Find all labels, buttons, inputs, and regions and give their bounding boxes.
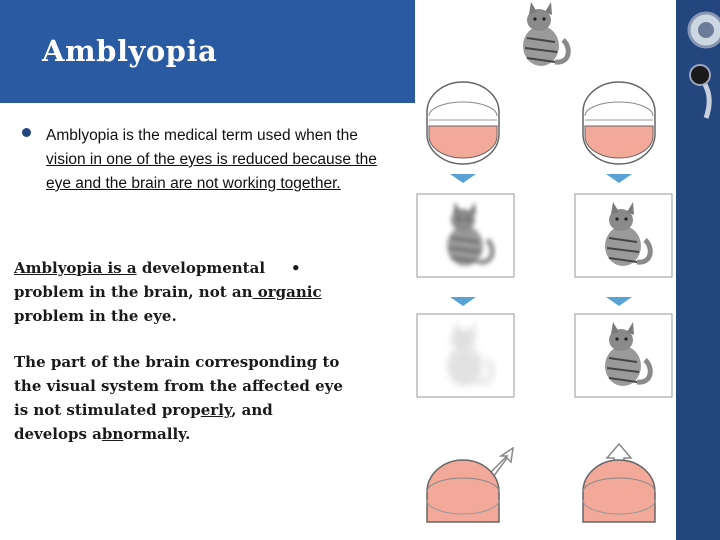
slide-title: Amblyopia xyxy=(42,34,218,68)
eye-icon xyxy=(427,82,499,164)
bullet-dot-inline: • xyxy=(291,259,301,277)
underlined-phrase[interactable]: Amblyopia is a xyxy=(14,259,137,277)
arrow-down-icon xyxy=(450,297,476,306)
bullet-dot xyxy=(22,128,31,137)
eye-icon xyxy=(583,460,655,522)
stethoscope-icon xyxy=(676,0,720,120)
paragraph-visual-system xyxy=(14,350,344,446)
arrow-down-icon xyxy=(606,174,632,183)
arrow-down-icon xyxy=(450,174,476,183)
eye-icon xyxy=(583,82,655,164)
para-text: The part of the brain corresponding to the visual system from the affected eye is not stimulated prop xyxy=(14,353,343,419)
para-text: , and develops a xyxy=(14,401,273,443)
paragraph-developmental xyxy=(14,256,344,328)
eye-icon xyxy=(427,460,499,522)
para-text: problem in the brain, not an xyxy=(14,283,253,301)
para-text: developmental xyxy=(136,259,266,277)
para-text: problem in the eye. xyxy=(14,307,177,325)
arrow-down-icon xyxy=(606,297,632,306)
underlined-fragment: erly xyxy=(200,401,232,419)
underlined-phrase[interactable]: organic xyxy=(252,283,322,301)
bullet-text-1 xyxy=(46,124,386,196)
para-text: ormally. xyxy=(123,425,191,443)
bullet-text-link[interactable]: vision in one of the eyes is reduced because the eye and the brain are not working together. xyxy=(46,151,377,192)
amblyopia-diagram xyxy=(415,0,676,540)
underlined-fragment: bn xyxy=(101,425,124,443)
cat-icon xyxy=(523,2,568,66)
bullet-text-plain: Amblyopia is the medical term used when the xyxy=(46,127,358,144)
